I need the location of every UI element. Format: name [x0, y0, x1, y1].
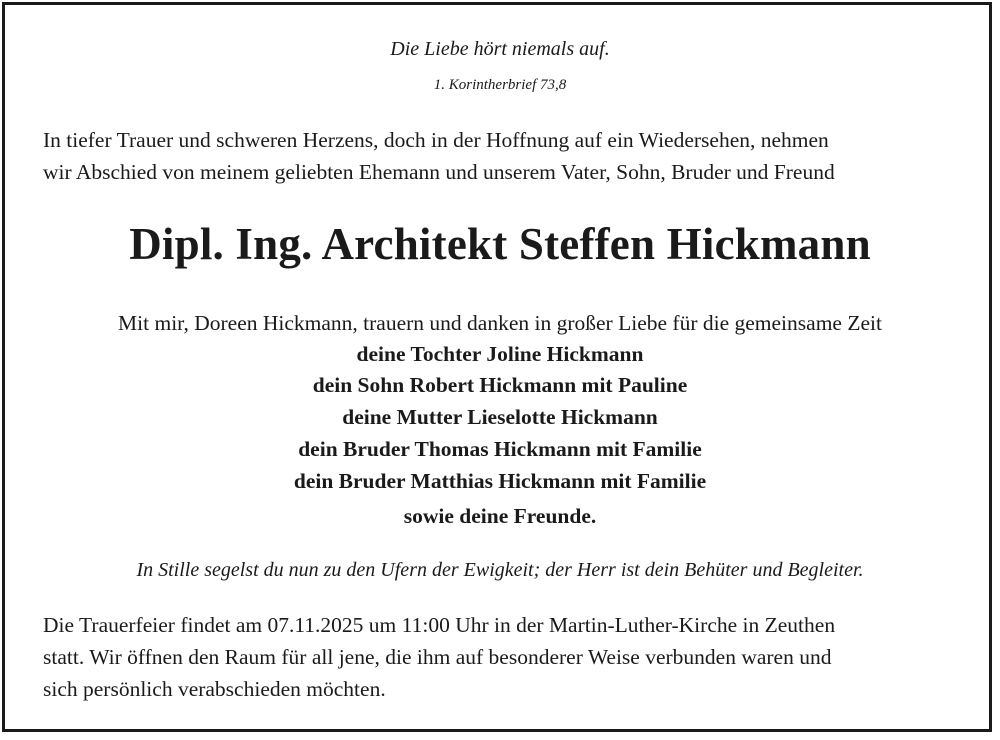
- mourner-line: sowie deine Freunde.: [403, 504, 597, 528]
- mourners-intro: Mit mir, Doreen Hickmann, trauern und danken in großer Liebe für die gemeinsame Zeit: [118, 311, 882, 335]
- service-line-3: sich persönlich verabschieden möchten.: [43, 677, 386, 701]
- service-line-1: Die Trauerfeier findet am 07.11.2025 um 11:00 Uhr in der Martin-Luther-Kirche in Zeuthen: [43, 613, 836, 637]
- mourner-line: dein Bruder Matthias Hickmann mit Familie: [293, 469, 707, 493]
- service-line-2: statt. Wir öffnen den Raum für all jene, die ihm auf besonderer Weise verbunden waren und: [43, 645, 832, 669]
- motto: Die Liebe hört niemals auf.: [390, 38, 610, 60]
- intro-line-1: In tiefer Trauer und schweren Herzens, doch in der Hoffnung auf ein Wiedersehen, nehmen: [43, 128, 829, 152]
- intro-line-2: wir Abschied von meinem geliebten Ehemann und unserem Vater, Sohn, Bruder und Freund: [43, 160, 835, 184]
- deceased-name: Dipl. Ing. Architekt Steffen Hickmann: [129, 219, 871, 269]
- mourner-line: deine Tochter Joline Hickmann: [356, 342, 644, 366]
- motto-source: 1. Korintherbrief 73,8: [433, 77, 567, 93]
- mourner-line: dein Bruder Thomas Hickmann mit Familie: [298, 437, 702, 461]
- mourner-line: dein Sohn Robert Hickmann mit Pauline: [312, 373, 688, 397]
- closing-quote: In Stille segelst du nun zu den Ufern der Ewigkeit; der Herr ist dein Behüter und Begleiter.: [136, 559, 864, 581]
- mourner-line: deine Mutter Lieselotte Hickmann: [342, 405, 658, 429]
